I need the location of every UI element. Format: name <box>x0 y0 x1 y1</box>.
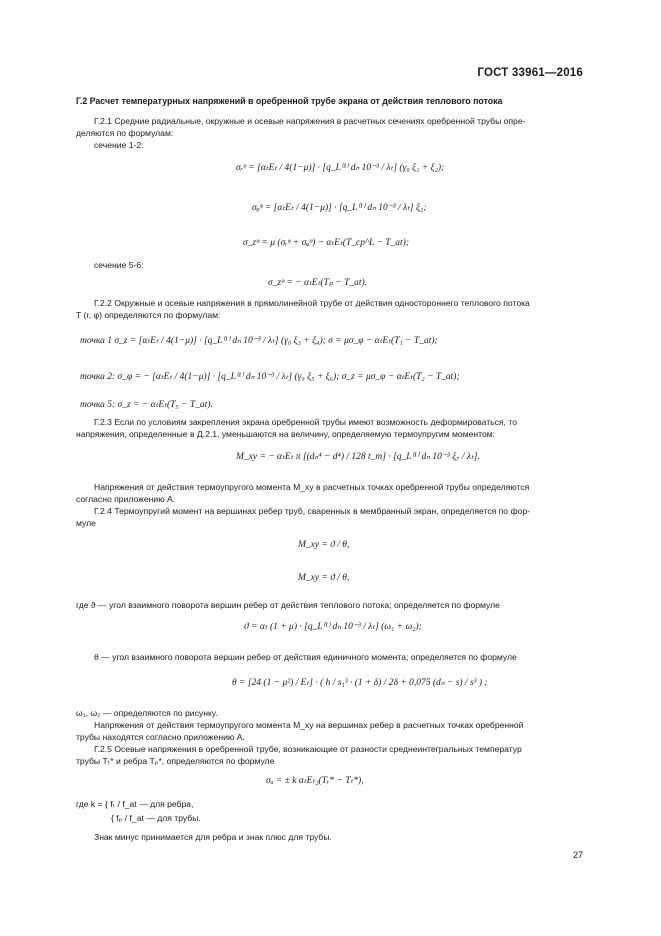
formula-point-1: точка 1 σ_z = [αₜEₜ / 4(1−μ)] · [q_L⁽¹⁾ dₙ 10⁻³ / λₜ] (γ₀ ξ₃ + ξ₄); σ = μσ_φ − αₜEₜ(T₁ − T_at); <box>80 336 438 346</box>
formula-sigma-phi: σᵩᵠ = [αₜEₜ / 4(1−μ)] · [q_L⁽¹⁾ dₙ 10⁻³ / λₜ] ξ₂; <box>252 203 427 213</box>
para-g21-line1: Г.2.1 Средние радиальные, окружные и осевые напряжения в расчетных сечениях оребренной трубы опре- <box>94 116 526 126</box>
k-definition-rib: где k = { fₜ / f_at — для ребра, <box>76 799 194 809</box>
para-g24-line1: Г.2.4 Термоупругий момент на вершинах ребер труб, сваренных в мембранный экран, определяется по фор- <box>94 506 530 516</box>
para-g22-line2: T (r, φ) определяются по формулам: <box>76 310 221 320</box>
section-1-2-label: сечение 1-2: <box>94 140 144 150</box>
formula-mxy-1: M_xy = ϑ / θ, <box>298 540 350 550</box>
page-number: 27 <box>572 850 583 860</box>
para-theta-unit-def: θ — угол взаимного поворота вершин ребер от действия единичного момента; определяется по формуле <box>94 652 517 662</box>
formula-point-2: точка 2: σ_φ = − [αₜEₜ / 4(1−μ)] · [q_L⁽¹⁾ dₙ 10⁻³ / λₜ] (γ₀ ξ₅ + ξ₆); σ_z = μσ_φ − αₜEₜ(T₂ − T_at); <box>80 372 460 382</box>
formula-sigma-r: σᵣᵠ = [αₜEₜ / 4(1−μ)] · [q_L⁽¹⁾ dₙ 10⁻³ / λₜ] (γ₀ ξ₁ + ξ₂); <box>236 163 445 173</box>
formula-sigma-z: σ_zᵠ = μ (σᵣᵠ + σᵩᵠ) − αₜEₜ(T_cp^L − T_at); <box>243 238 409 248</box>
doc-code: ГОСТ 33961—2016 <box>477 67 583 79</box>
para-g21-line2: деляются по формулам: <box>76 128 174 138</box>
section-5-6-label: сечение 5-6: <box>94 260 144 270</box>
formula-theta-unit: θ = [24 (1 − μ²) / Eₜ] · ( h / s₁³ · (1 + δ) / 2δ + 0,075 (dₙ − s) / s³ ) ; <box>232 678 488 688</box>
k-definition-tube: { fₚ / f_at — для трубы. <box>111 813 201 823</box>
para-g23-line2: напряжения, определенные в Д.2.1, уменьшаются на величину, определяемую термоупругим моментом: <box>76 429 496 439</box>
para-omega: ω₁, ω₂ — определяются по рисунку. <box>76 708 218 718</box>
formula-sigma-z-56: σ_zᵠ = − αₜEₜ(Tₚ − T_at). <box>268 278 368 288</box>
formula-axial-stress: σₐ = ± k αₜEₜ₂(Tᵣ* − Tₜ*), <box>266 776 364 786</box>
para-moment-line2: согласно приложению А. <box>76 494 176 504</box>
para-moment-line1: Напряжения от действия термоупругого момента M_xy в расчетных точках оребренной трубы определяются <box>94 482 530 492</box>
para-g23-line1: Г.2.3 Если по условиям закрепления экрана оребренной трубы имеют возможность деформироваться, то <box>94 417 517 427</box>
para-sign-rule: Знак минус принимается для ребра и знак плюс для трубы. <box>94 832 332 842</box>
formula-point-5: точка 5: σ_z = − αₜEₜ(T₅ − T_at). <box>80 400 213 410</box>
formula-moment-mxy: M_xy = − αₜEₜ π [(dₙ⁴ − d⁴) / 128 t_m] · [q_L⁽¹⁾ dₙ 10⁻³ ξ₇ / λₜ]. <box>236 452 480 462</box>
formula-mxy-2: M_xy = ϑ / θ, <box>298 573 350 583</box>
para-g22-line1: Г.2.2 Окружные и осевые напряжения в прямолинейной трубе от действия одностороннего теплового потока <box>94 298 530 308</box>
para-moment-tips-line1: Напряжения от действия термоупругого момента M_xy на вершинах ребер в расчетных точках оребренной <box>94 720 524 730</box>
formula-theta-rotation: ϑ = αₜ (1 + μ) · [q_L⁽¹⁾ dₙ 10⁻³ / λₜ] (ω₁ + ω₂); <box>244 622 422 632</box>
section-title: Г.2 Расчет температурных напряжений в оребренной трубе экрана от действия теплового потока <box>76 96 503 106</box>
para-moment-tips-line2: трубы находятся согласно приложению А. <box>76 732 245 742</box>
para-theta-def: где ϑ — угол взаимного поворота вершин ребер от действия теплового потока; определяется по формуле <box>76 600 500 610</box>
para-g24-line2: муле <box>76 518 96 528</box>
para-g25-line2: трубы Tₜ* и ребра Tₚ*, определяются по формуле <box>76 756 275 766</box>
para-g25-line1: Г.2.5 Осевые напряжения в оребренной трубе, возникающие от разности среднеинтегральных температур <box>94 744 522 754</box>
